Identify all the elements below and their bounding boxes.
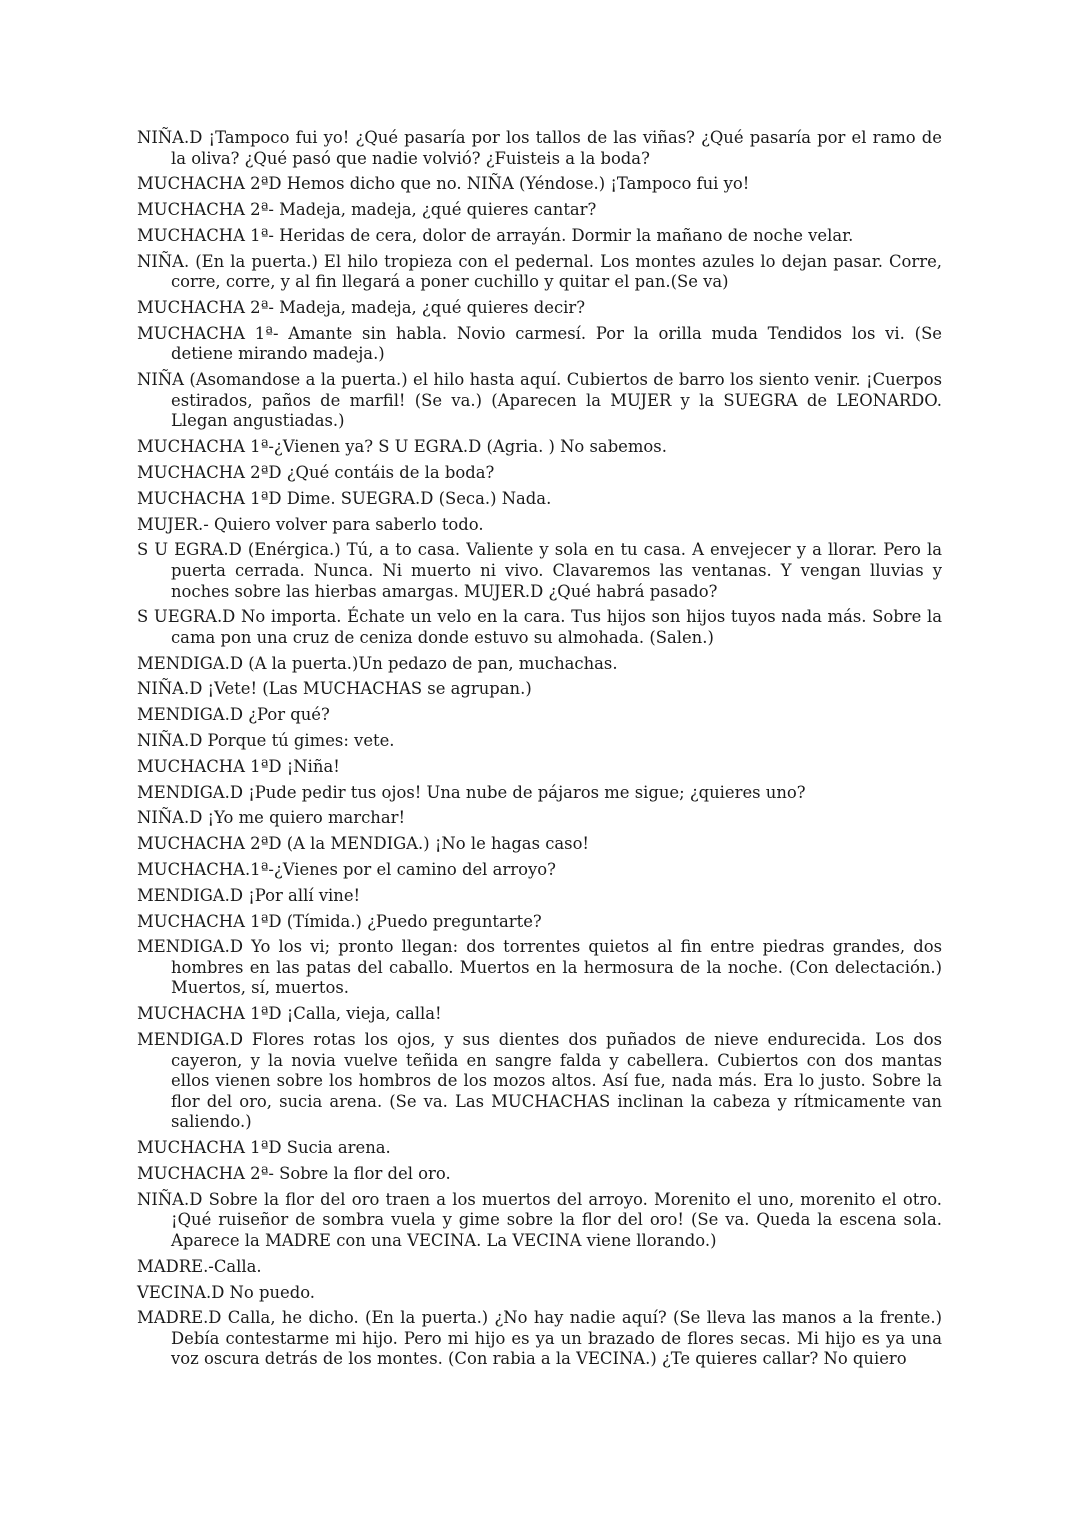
dialogue-paragraph: MUCHACHA 1ªD Dime. SUEGRA.D (Seca.) Nada. bbox=[137, 488, 552, 508]
dialogue-paragraph: S U EGRA.D (Enérgica.) Tú, a to casa. Valiente y sola en tu casa. A envejecer y a llorar. Pero la puerta cerrada. Nunca. Ni muerto ni vivo. Clavaremos las ventanas. Y vengan lluvias y noches sobre las hierbas amargas. MUJER.D ¿Qué habrá pasado? bbox=[137, 540, 942, 601]
dialogue-paragraph: MENDIGA.D Yo los vi; pronto llegan: dos torrentes quietos al fin entre piedras grandes, dos hombres en las patas del caballo. Muertos en la hermosura de la noche. (Con delectación.) Muertos, sí, muertos. bbox=[137, 937, 942, 998]
dialogue-paragraph: MENDIGA.D (A la puerta.)Un pedazo de pan, muchachas. bbox=[137, 653, 618, 673]
dialogue-paragraph: MENDIGA.D ¿Por qué? bbox=[137, 705, 330, 725]
dialogue-paragraph: NIÑA. (En la puerta.) El hilo tropieza con el pedernal. Los montes azules lo dejan pasar. Corre, corre, corre, y al fin llegará a poner cuchillo y quitar el pan.(Se va) bbox=[137, 251, 942, 292]
dialogue-paragraph: MUCHACHA 1ªD ¡Calla, vieja, calla! bbox=[137, 1004, 442, 1024]
dialogue-paragraph: NIÑA.D Sobre la flor del oro traen a los muertos del arroyo. Morenito el uno, morenito el otro. ¡Qué ruiseñor de sombra vuela y gime sobre la flor del oro! (Se va. Queda la escena sola. Aparece la MADRE con una VECINA. La VECINA viene llorando.) bbox=[137, 1189, 942, 1250]
dialogue-paragraph: MUCHACHA 2ª- Madeja, madeja, ¿qué quieres cantar? bbox=[137, 200, 597, 220]
dialogue-paragraph: MUCHACHA.1ª-¿Vienes por el camino del arroyo? bbox=[137, 859, 556, 879]
dialogue-paragraph: MUCHACHA 2ªD Hemos dicho que no. NIÑA (Yéndose.) ¡Tampoco fui yo! bbox=[137, 174, 750, 194]
dialogue-paragraph: MUCHACHA 1ª-¿Vienen ya? S U EGRA.D (Agria. ) No sabemos. bbox=[137, 437, 667, 457]
dialogue-paragraph: MENDIGA.D Flores rotas los ojos, y sus dientes dos puñados de nieve endurecida. Los dos cayeron, y la novia vuelve teñida en sangre falda y cabellera. Cubiertos con dos mantas ellos vienen sobre los hombros de los mozos altos. Así fue, nada más. Era lo justo. Sobre la flor del oro, sucia arena. (Se va. Las MUCHACHAS inclinan la cabeza y rítmicamente van saliendo.) bbox=[137, 1030, 942, 1132]
dialogue-paragraph: VECINA.D No puedo. bbox=[137, 1282, 316, 1302]
dialogue-paragraph: S UEGRA.D No importa. Échate un velo en la cara. Tus hijos son hijos tuyos nada más. Sobre la cama pon una cruz de ceniza donde estuvo su almohada. (Salen.) bbox=[137, 607, 942, 647]
dialogue-paragraph: MADRE.-Calla. bbox=[137, 1256, 262, 1276]
dialogue-paragraph: MUCHACHA 1ªD ¡Niña! bbox=[137, 756, 340, 776]
dialogue-paragraph: MADRE.D Calla, he dicho. (En la puerta.) ¿No hay nadie aquí? (Se lleva las manos a la frente.) Debía contestarme mi hijo. Pero mi hijo es ya un brazado de flores secas. Mi hijo es ya una voz oscura detrás de los montes. (Con rabia a la VECINA.) ¿Te quieres callar? No quiero bbox=[137, 1308, 942, 1369]
dialogue-paragraph: MUCHACHA 2ª- Sobre la flor del oro. bbox=[137, 1163, 451, 1183]
dialogue-paragraph: NIÑA.D ¡Vete! (Las MUCHACHAS se agrupan.) bbox=[137, 679, 532, 699]
dialogue-paragraph: NIÑA.D ¡Yo me quiero marchar! bbox=[137, 808, 406, 828]
dialogue-paragraph: MENDIGA.D ¡Pude pedir tus ojos! Una nube de pájaros me sigue; ¿quieres uno? bbox=[137, 782, 806, 802]
dialogue-paragraph: MUCHACHA 1ª- Amante sin habla. Novio carmesí. Por la orilla muda Tendidos los vi. (Se detiene mirando madeja.) bbox=[137, 323, 942, 364]
dialogue-paragraph: MUCHACHA 2ª- Madeja, madeja, ¿qué quieres decir? bbox=[137, 298, 586, 318]
dialogue-paragraph: MUCHACHA 2ªD (A la MENDIGA.) ¡No le hagas caso! bbox=[137, 834, 590, 854]
dialogue-paragraph: MENDIGA.D ¡Por allí vine! bbox=[137, 885, 361, 905]
dialogue-paragraph: NIÑA.D ¡Tampoco fui yo! ¿Qué pasaría por los tallos de las viñas? ¿Qué pasaría por el ramo de la oliva? ¿Qué pasó que nadie volvió? ¿Fuisteis a la boda? bbox=[137, 128, 942, 168]
dialogue-paragraph: NIÑA (Asomandose a la puerta.) el hilo hasta aquí. Cubiertos de barro los siento venir. ¡Cuerpos estirados, paños de marfil! (Se va.) (Aparecen la MUJER y la SUEGRA de LEONARDO. Llegan angustiadas.) bbox=[137, 370, 942, 431]
document-page bbox=[137, 128, 942, 1375]
dialogue-paragraph: MUCHACHA 1ªD Sucia arena. bbox=[137, 1138, 391, 1158]
dialogue-paragraph: MUCHACHA 1ªD (Tímida.) ¿Puedo preguntarte? bbox=[137, 911, 542, 931]
dialogue-paragraph: NIÑA.D Porque tú gimes: vete. bbox=[137, 731, 395, 751]
dialogue-paragraph: MUCHACHA 2ªD ¿Qué contáis de la boda? bbox=[137, 463, 495, 482]
dialogue-paragraph: MUCHACHA 1ª- Heridas de cera, dolor de arrayán. Dormir la mañano de noche velar. bbox=[137, 225, 854, 245]
dialogue-paragraph: MUJER.- Quiero volver para saberlo todo. bbox=[137, 514, 484, 534]
